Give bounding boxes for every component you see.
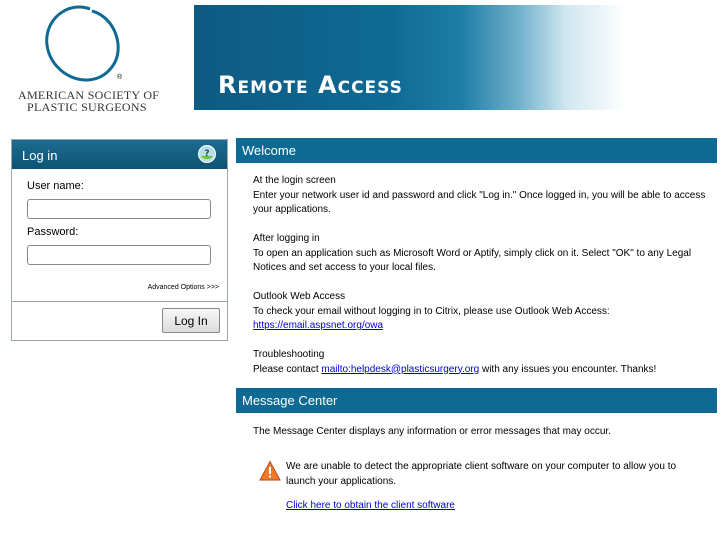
welcome-section-login	[253, 174, 713, 218]
message-center-header	[236, 388, 717, 413]
welcome-section-after	[253, 232, 713, 276]
section-text: Enter your network user id and password and click "Log in." Once logged in, you will be able to access your applications.	[253, 189, 706, 215]
warning-message: We are unable to detect the appropriate client software on your computer to allow you to launch your applications.	[286, 461, 677, 487]
client-software-link-wrap	[286, 499, 696, 514]
login-panel	[11, 139, 228, 341]
logo-line-1: AMERICAN SOCIETY OF	[18, 88, 160, 102]
login-title: Log in	[22, 148, 58, 163]
section-text	[253, 363, 713, 378]
section-title: Outlook Web Access	[253, 291, 346, 302]
svg-text:?: ?	[204, 149, 210, 159]
contact-text-pre: Please contact	[253, 363, 322, 375]
section-title: At the login screen	[253, 175, 336, 186]
logo-ring	[42, 4, 122, 84]
welcome-header	[236, 138, 717, 163]
welcome-title: Welcome	[242, 143, 296, 158]
helpdesk-link[interactable]: mailto:helpdesk@plasticsurgery.org	[321, 363, 480, 375]
advanced-options-link[interactable]: Advanced Options >>>	[147, 284, 219, 291]
warning-icon	[259, 460, 281, 482]
help-icon[interactable]	[197, 144, 217, 164]
welcome-section-owa	[253, 290, 713, 334]
login-divider	[12, 301, 227, 302]
login-header	[12, 140, 227, 169]
username-label: User name:	[27, 180, 84, 192]
registered-mark: ®	[117, 74, 123, 81]
header-banner	[194, 5, 626, 110]
username-input[interactable]	[27, 199, 211, 219]
message-center-intro: The Message Center displays any information or error messages that may occur.	[253, 426, 611, 437]
section-title: After logging in	[253, 233, 320, 244]
login-button[interactable]: Log In	[162, 308, 220, 333]
section-text: To check your email without logging in to Citrix, please use Outlook Web Access:	[253, 305, 610, 317]
section-title: Troubleshooting	[253, 349, 325, 360]
message-center-title: Message Center	[242, 393, 338, 408]
banner-title: Remote Access	[218, 71, 403, 99]
client-software-link[interactable]: Click here to obtain the client software	[286, 500, 455, 511]
section-text: To open an application such as Microsoft Word or Aptify, simply click on it. Select "OK" to any Legal Notices and set access to your local files.	[253, 247, 692, 273]
contact-text-post: with any issues you encounter. Thanks!	[479, 363, 657, 375]
logo-line-2: PLASTIC SURGEONS	[27, 100, 147, 114]
welcome-section-troubleshooting	[253, 348, 713, 377]
asps-logo	[14, 4, 164, 114]
owa-link[interactable]: https://email.aspsnet.org/owa	[253, 320, 384, 331]
password-input[interactable]	[27, 245, 211, 265]
password-label: Password:	[27, 226, 79, 238]
